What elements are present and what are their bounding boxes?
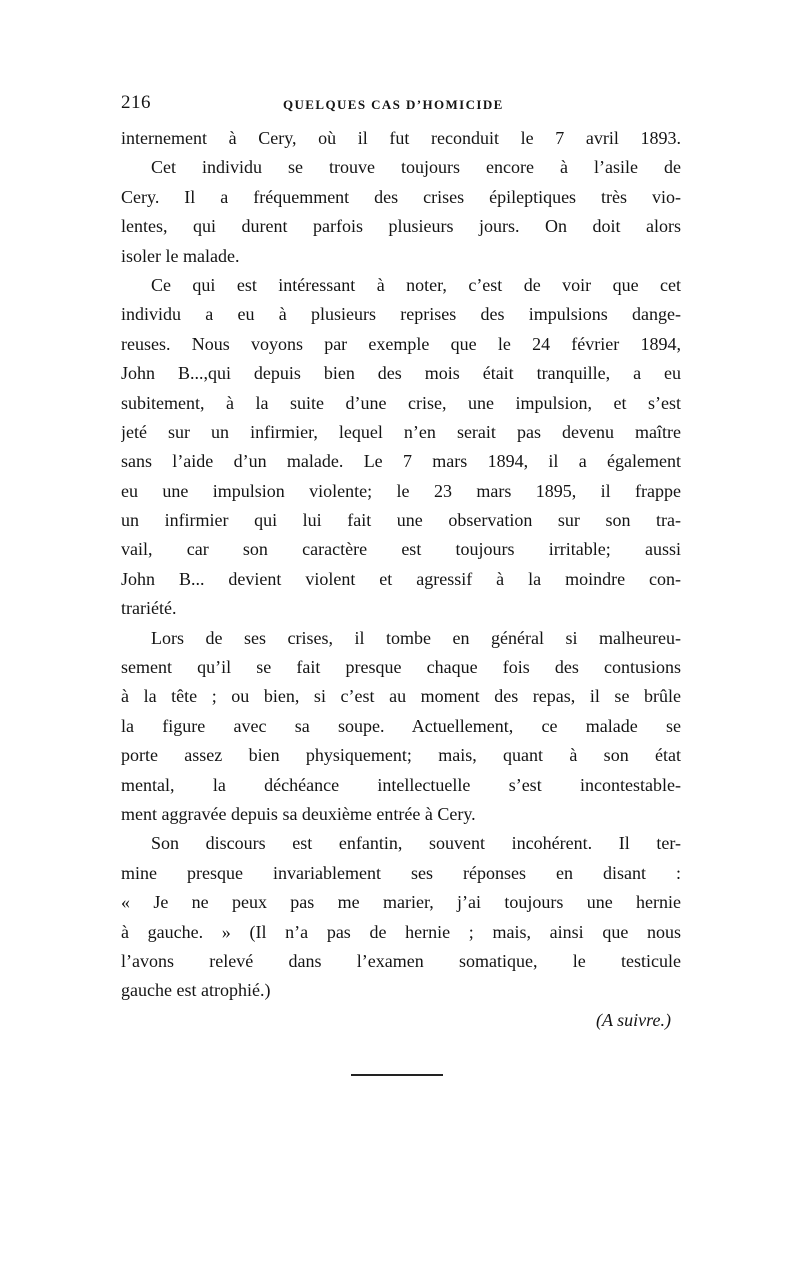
running-header	[121, 92, 681, 120]
text-line: à la tête ; ou bien, si c’est au moment des repas, il se brûle	[121, 686, 681, 707]
running-title: QUELQUES CAS D’HOMICIDE	[283, 97, 504, 112]
text-line: eu une impulsion violente; le 23 mars 1895, il frappe	[121, 480, 681, 501]
text-line: Lors de ses crises, il tombe en général si malheureu-	[151, 627, 681, 648]
to-be-continued: (A suivre.)	[596, 1009, 671, 1030]
text-line: isoler le malade.	[121, 245, 240, 266]
text-line: sans l’aide d’un malade. Le 7 mars 1894, il a également	[121, 451, 681, 472]
text-line: internement à Cery, où il fut reconduit le 7 avril 1893.	[121, 128, 681, 148]
text-line: Son discours est enfantin, souvent incohérent. Il ter-	[151, 833, 681, 854]
text-line: vail, car son caractère est toujours irritable; aussi	[121, 539, 681, 560]
text-line: mine presque invariablement ses réponses en disant :	[121, 862, 681, 883]
text-line: John B... devient violent et agressif à la moindre con-	[121, 568, 681, 589]
text-line: la figure avec sa soupe. Actuellement, ce malade se	[121, 715, 681, 736]
text-line: jeté sur un infirmier, lequel n’en serait pas devenu maître	[121, 421, 681, 442]
text-line: sement qu’il se fait presque chaque fois des contusions	[121, 657, 681, 678]
text-line: John B...,qui depuis bien des mois était tranquille, a eu	[121, 363, 681, 384]
text-line: subitement, à la suite d’une crise, une impulsion, et s’est	[121, 392, 681, 413]
text-line: trariété.	[121, 598, 177, 619]
text-line: ment aggravée depuis sa deuxième entrée à Cery.	[121, 803, 476, 824]
text-line: individu a eu à plusieurs reprises des impulsions dange-	[121, 304, 681, 325]
text-line: « Je ne peux pas me marier, j’ai toujours une hernie	[121, 892, 681, 913]
page-number: 216	[121, 92, 151, 113]
text-line: lentes, qui durent parfois plusieurs jours. On doit alors	[121, 216, 681, 237]
text-line: mental, la déchéance intellectuelle s’est incontestable-	[121, 774, 681, 795]
text-line: porte assez bien physiquement; mais, quant à son état	[121, 745, 681, 766]
text-line: un infirmier qui lui fait une observation sur son tra-	[121, 510, 681, 531]
text-line: Cet individu se trouve toujours encore à l’asile de	[151, 157, 681, 178]
body-text	[121, 124, 681, 1035]
text-line: reuses. Nous voyons par exemple que le 24 février 1894,	[121, 333, 681, 354]
separator-rule	[351, 1074, 443, 1076]
text-line: Ce qui est intéressant à noter, c’est de voir que cet	[151, 274, 681, 295]
text-line: Cery. Il a fréquemment des crises épileptiques très vio-	[121, 186, 681, 207]
text-line: à gauche. » (Il n’a pas de hernie ; mais, ainsi que nous	[121, 921, 681, 942]
text-line: gauche est atrophié.)	[121, 980, 271, 1001]
text-line: l’avons relevé dans l’examen somatique, le testicule	[121, 950, 681, 971]
